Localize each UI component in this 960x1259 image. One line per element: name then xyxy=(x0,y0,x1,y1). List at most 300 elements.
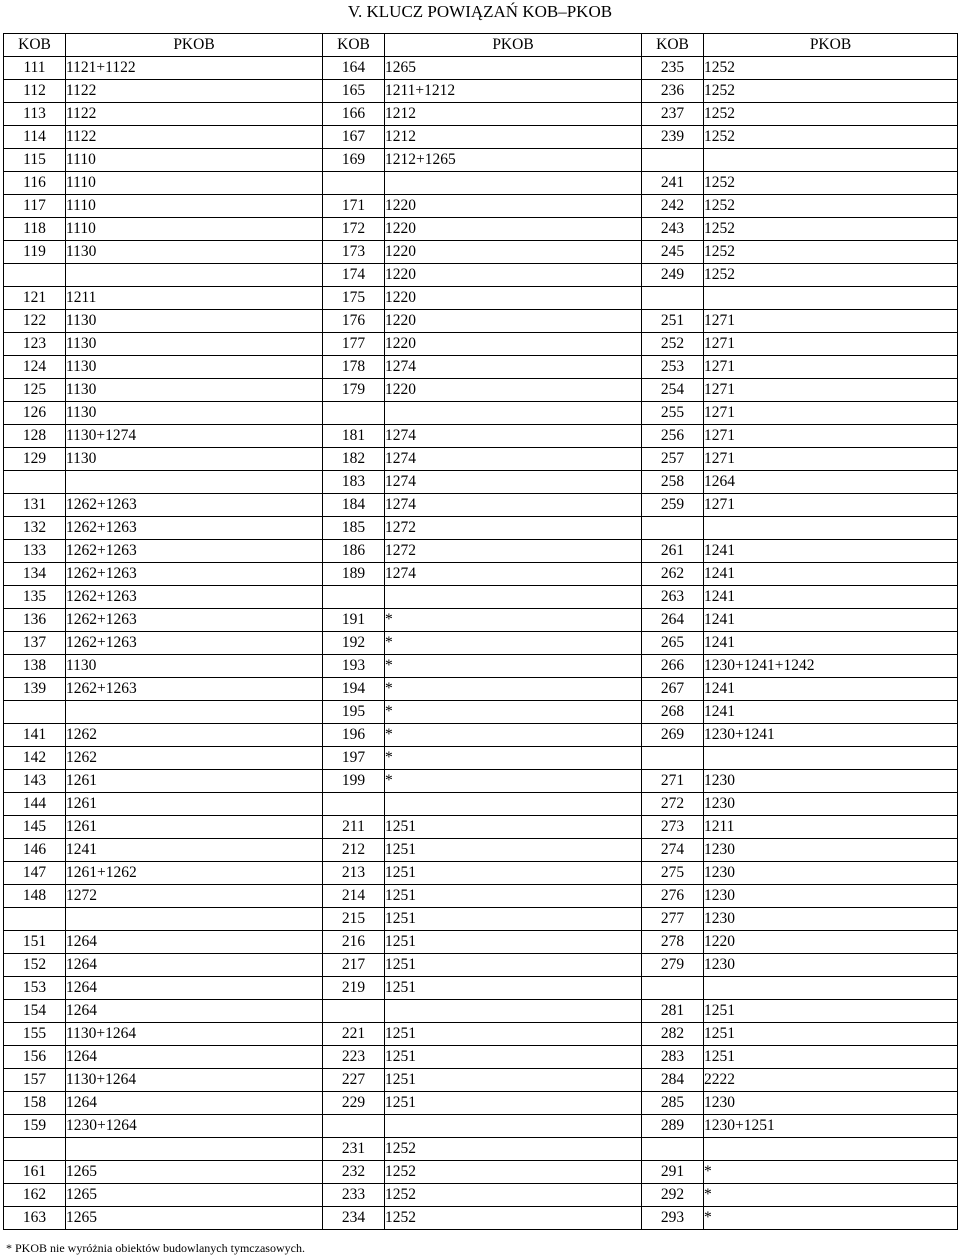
cell-kob-1: 122 xyxy=(4,310,66,333)
table-row xyxy=(4,678,958,701)
cell-kob-2: 195 xyxy=(323,701,385,724)
table-row xyxy=(4,471,958,494)
table-row xyxy=(4,80,958,103)
cell-pkob-1: 1264 xyxy=(66,1092,323,1115)
cell-kob-3: 259 xyxy=(642,494,704,517)
cell-kob-1: 146 xyxy=(4,839,66,862)
cell-kob-3: 283 xyxy=(642,1046,704,1069)
cell-pkob-1: 1130 xyxy=(66,310,323,333)
cell-pkob-1: 1262+1263 xyxy=(66,632,323,655)
cell-kob-1: 128 xyxy=(4,425,66,448)
cell-pkob-2 xyxy=(385,586,642,609)
cell-pkob-2: 1265 xyxy=(385,57,642,80)
cell-kob-2: 189 xyxy=(323,563,385,586)
cell-kob-2: 166 xyxy=(323,103,385,126)
cell-kob-1: 133 xyxy=(4,540,66,563)
table-row xyxy=(4,218,958,241)
cell-pkob-2: 1251 xyxy=(385,1092,642,1115)
cell-kob-2: 172 xyxy=(323,218,385,241)
cell-pkob-3: 1230 xyxy=(704,793,958,816)
cell-pkob-1 xyxy=(66,471,323,494)
cell-pkob-2: 1212+1265 xyxy=(385,149,642,172)
table-row xyxy=(4,448,958,471)
cell-pkob-3: 1271 xyxy=(704,356,958,379)
table-row xyxy=(4,1023,958,1046)
cell-kob-1: 137 xyxy=(4,632,66,655)
table-row xyxy=(4,701,958,724)
page-title: V. KLUCZ POWIĄZAŃ KOB–PKOB xyxy=(347,2,613,21)
cell-pkob-1: 1110 xyxy=(66,149,323,172)
table-row xyxy=(4,1138,958,1161)
cell-pkob-2: * xyxy=(385,747,642,770)
cell-pkob-2: 1274 xyxy=(385,494,642,517)
cell-kob-1: 158 xyxy=(4,1092,66,1115)
cell-kob-1: 155 xyxy=(4,1023,66,1046)
cell-pkob-3: 1252 xyxy=(704,172,958,195)
cell-kob-1: 135 xyxy=(4,586,66,609)
table-row xyxy=(4,195,958,218)
cell-kob-2: 199 xyxy=(323,770,385,793)
cell-kob-1: 145 xyxy=(4,816,66,839)
cell-kob-1: 159 xyxy=(4,1115,66,1138)
table-row xyxy=(4,931,958,954)
cell-kob-3: 253 xyxy=(642,356,704,379)
table-row xyxy=(4,724,958,747)
cell-kob-3: 257 xyxy=(642,448,704,471)
cell-pkob-3 xyxy=(704,517,958,540)
cell-pkob-1: 1262+1263 xyxy=(66,517,323,540)
cell-kob-2: 181 xyxy=(323,425,385,448)
cell-pkob-2: 1252 xyxy=(385,1161,642,1184)
cell-kob-2: 221 xyxy=(323,1023,385,1046)
table-row xyxy=(4,816,958,839)
table-header-row xyxy=(4,34,958,57)
cell-kob-3: 279 xyxy=(642,954,704,977)
cell-kob-3: 264 xyxy=(642,609,704,632)
table-row xyxy=(4,1184,958,1207)
cell-pkob-3: 1230+1251 xyxy=(704,1115,958,1138)
cell-kob-2: 219 xyxy=(323,977,385,1000)
cell-kob-3 xyxy=(642,287,704,310)
cell-pkob-1: 1272 xyxy=(66,885,323,908)
cell-pkob-1: 1265 xyxy=(66,1184,323,1207)
table-row xyxy=(4,57,958,80)
cell-pkob-1: 1122 xyxy=(66,103,323,126)
cell-kob-3: 292 xyxy=(642,1184,704,1207)
cell-pkob-2: 1251 xyxy=(385,839,642,862)
cell-pkob-2: 1274 xyxy=(385,356,642,379)
table-row xyxy=(4,425,958,448)
cell-pkob-2: 1252 xyxy=(385,1207,642,1230)
cell-kob-3: 243 xyxy=(642,218,704,241)
cell-pkob-1: 1262+1263 xyxy=(66,563,323,586)
cell-pkob-2: 1272 xyxy=(385,517,642,540)
cell-kob-1: 123 xyxy=(4,333,66,356)
table-row xyxy=(4,586,958,609)
cell-pkob-1: 1110 xyxy=(66,195,323,218)
cell-kob-1 xyxy=(4,1138,66,1161)
cell-pkob-2: 1274 xyxy=(385,471,642,494)
table-body xyxy=(4,57,958,1230)
cell-kob-1: 131 xyxy=(4,494,66,517)
table-row xyxy=(4,862,958,885)
cell-kob-3 xyxy=(642,747,704,770)
cell-pkob-3: 2222 xyxy=(704,1069,958,1092)
cell-kob-1: 143 xyxy=(4,770,66,793)
cell-pkob-1 xyxy=(66,264,323,287)
cell-kob-3: 293 xyxy=(642,1207,704,1230)
cell-kob-3: 267 xyxy=(642,678,704,701)
cell-pkob-2: 1220 xyxy=(385,287,642,310)
cell-kob-1: 138 xyxy=(4,655,66,678)
cell-kob-2: 186 xyxy=(323,540,385,563)
table-row xyxy=(4,954,958,977)
cell-kob-2: 193 xyxy=(323,655,385,678)
table-row xyxy=(4,1161,958,1184)
table-row xyxy=(4,1000,958,1023)
cell-pkob-1: 1130+1264 xyxy=(66,1069,323,1092)
cell-kob-3: 273 xyxy=(642,816,704,839)
cell-pkob-1: 1261 xyxy=(66,793,323,816)
cell-pkob-1: 1264 xyxy=(66,954,323,977)
table-row xyxy=(4,241,958,264)
cell-pkob-3: 1230+1241+1242 xyxy=(704,655,958,678)
cell-pkob-2: 1274 xyxy=(385,448,642,471)
cell-kob-2: 227 xyxy=(323,1069,385,1092)
cell-pkob-1: 1241 xyxy=(66,839,323,862)
header-pkob-1: PKOB xyxy=(66,34,323,57)
cell-pkob-2 xyxy=(385,1000,642,1023)
cell-pkob-2: 1251 xyxy=(385,954,642,977)
cell-kob-1: 115 xyxy=(4,149,66,172)
cell-pkob-1: 1230+1264 xyxy=(66,1115,323,1138)
cell-kob-1: 111 xyxy=(4,57,66,80)
table-row xyxy=(4,563,958,586)
cell-kob-3: 263 xyxy=(642,586,704,609)
table-row xyxy=(4,126,958,149)
cell-kob-3: 269 xyxy=(642,724,704,747)
table-row xyxy=(4,379,958,402)
cell-kob-3: 271 xyxy=(642,770,704,793)
cell-pkob-1: 1264 xyxy=(66,1000,323,1023)
cell-kob-3 xyxy=(642,1138,704,1161)
cell-pkob-3: 1271 xyxy=(704,448,958,471)
table-row xyxy=(4,540,958,563)
table-row xyxy=(4,356,958,379)
cell-kob-1: 124 xyxy=(4,356,66,379)
cell-pkob-3: 1252 xyxy=(704,80,958,103)
cell-kob-2: 183 xyxy=(323,471,385,494)
cell-kob-2: 176 xyxy=(323,310,385,333)
cell-kob-1: 142 xyxy=(4,747,66,770)
cell-pkob-1: 1262+1263 xyxy=(66,678,323,701)
cell-pkob-3: 1241 xyxy=(704,586,958,609)
cell-pkob-2: 1251 xyxy=(385,1069,642,1092)
cell-kob-2: 173 xyxy=(323,241,385,264)
cell-kob-2 xyxy=(323,793,385,816)
cell-kob-1 xyxy=(4,701,66,724)
cell-kob-3: 291 xyxy=(642,1161,704,1184)
cell-kob-2: 175 xyxy=(323,287,385,310)
cell-pkob-3: 1252 xyxy=(704,195,958,218)
cell-pkob-3: 1230+1241 xyxy=(704,724,958,747)
cell-pkob-1 xyxy=(66,908,323,931)
cell-kob-2: 167 xyxy=(323,126,385,149)
kob-pkob-table xyxy=(3,33,958,1230)
cell-kob-3: 265 xyxy=(642,632,704,655)
cell-kob-3: 268 xyxy=(642,701,704,724)
table-row xyxy=(4,287,958,310)
cell-kob-1: 136 xyxy=(4,609,66,632)
cell-kob-1: 121 xyxy=(4,287,66,310)
cell-pkob-3: 1271 xyxy=(704,494,958,517)
table-row xyxy=(4,149,958,172)
cell-pkob-2: * xyxy=(385,770,642,793)
cell-pkob-3 xyxy=(704,149,958,172)
cell-pkob-2: 1251 xyxy=(385,931,642,954)
cell-pkob-3: 1252 xyxy=(704,218,958,241)
cell-pkob-3 xyxy=(704,1138,958,1161)
cell-pkob-2: 1251 xyxy=(385,885,642,908)
cell-kob-2: 165 xyxy=(323,80,385,103)
cell-pkob-3: 1230 xyxy=(704,1092,958,1115)
cell-pkob-1: 1264 xyxy=(66,931,323,954)
cell-kob-2: 212 xyxy=(323,839,385,862)
cell-pkob-2: 1274 xyxy=(385,425,642,448)
cell-pkob-3: 1252 xyxy=(704,126,958,149)
cell-kob-3: 266 xyxy=(642,655,704,678)
table-row xyxy=(4,1046,958,1069)
cell-pkob-1: 1110 xyxy=(66,218,323,241)
cell-kob-2: 223 xyxy=(323,1046,385,1069)
cell-pkob-1: 1110 xyxy=(66,172,323,195)
cell-pkob-2: 1220 xyxy=(385,310,642,333)
cell-kob-3 xyxy=(642,149,704,172)
cell-kob-3: 262 xyxy=(642,563,704,586)
cell-pkob-1: 1130 xyxy=(66,356,323,379)
cell-kob-1 xyxy=(4,471,66,494)
cell-pkob-1: 1130 xyxy=(66,333,323,356)
cell-kob-2: 234 xyxy=(323,1207,385,1230)
cell-kob-3: 252 xyxy=(642,333,704,356)
cell-pkob-3: 1252 xyxy=(704,103,958,126)
header-kob-1: KOB xyxy=(4,34,66,57)
cell-pkob-1: 1261 xyxy=(66,816,323,839)
cell-pkob-1: 1211 xyxy=(66,287,323,310)
cell-pkob-2: 1251 xyxy=(385,816,642,839)
cell-kob-3: 235 xyxy=(642,57,704,80)
cell-kob-2: 217 xyxy=(323,954,385,977)
cell-pkob-2: 1211+1212 xyxy=(385,80,642,103)
table-row xyxy=(4,632,958,655)
cell-kob-3: 239 xyxy=(642,126,704,149)
cell-kob-1: 126 xyxy=(4,402,66,425)
cell-pkob-2: * xyxy=(385,724,642,747)
cell-kob-1: 119 xyxy=(4,241,66,264)
cell-pkob-2 xyxy=(385,172,642,195)
cell-pkob-3: 1230 xyxy=(704,770,958,793)
cell-pkob-1: 1265 xyxy=(66,1207,323,1230)
cell-pkob-3 xyxy=(704,287,958,310)
cell-pkob-1: 1262 xyxy=(66,747,323,770)
cell-pkob-3 xyxy=(704,747,958,770)
cell-pkob-1: 1264 xyxy=(66,1046,323,1069)
cell-kob-2: 171 xyxy=(323,195,385,218)
cell-kob-3: 276 xyxy=(642,885,704,908)
cell-pkob-3: 1271 xyxy=(704,402,958,425)
cell-pkob-2: 1212 xyxy=(385,103,642,126)
cell-pkob-1: 1262+1263 xyxy=(66,609,323,632)
cell-pkob-2: 1251 xyxy=(385,977,642,1000)
table-row xyxy=(4,1115,958,1138)
cell-pkob-2: 1220 xyxy=(385,264,642,287)
cell-kob-2: 174 xyxy=(323,264,385,287)
header-kob-2: KOB xyxy=(323,34,385,57)
cell-kob-1: 161 xyxy=(4,1161,66,1184)
cell-kob-3: 245 xyxy=(642,241,704,264)
cell-kob-1: 152 xyxy=(4,954,66,977)
cell-kob-3 xyxy=(642,517,704,540)
cell-pkob-1: 1130 xyxy=(66,379,323,402)
cell-pkob-3 xyxy=(704,977,958,1000)
cell-kob-2: 196 xyxy=(323,724,385,747)
cell-kob-1 xyxy=(4,908,66,931)
cell-kob-2: 197 xyxy=(323,747,385,770)
cell-pkob-1: 1262+1263 xyxy=(66,586,323,609)
cell-pkob-1: 1261 xyxy=(66,770,323,793)
cell-kob-2: 213 xyxy=(323,862,385,885)
cell-pkob-2: 1212 xyxy=(385,126,642,149)
cell-kob-1: 151 xyxy=(4,931,66,954)
cell-kob-2: 229 xyxy=(323,1092,385,1115)
cell-pkob-2: 1220 xyxy=(385,218,642,241)
table-row xyxy=(4,1207,958,1230)
cell-pkob-1 xyxy=(66,701,323,724)
cell-pkob-3: * xyxy=(704,1207,958,1230)
cell-pkob-3: * xyxy=(704,1161,958,1184)
cell-kob-1: 144 xyxy=(4,793,66,816)
cell-kob-1: 112 xyxy=(4,80,66,103)
table-row xyxy=(4,793,958,816)
cell-pkob-2: * xyxy=(385,701,642,724)
cell-pkob-3: 1241 xyxy=(704,609,958,632)
cell-pkob-3: 1271 xyxy=(704,425,958,448)
cell-kob-3: 251 xyxy=(642,310,704,333)
cell-pkob-3: 1264 xyxy=(704,471,958,494)
cell-kob-1: 141 xyxy=(4,724,66,747)
cell-kob-2: 191 xyxy=(323,609,385,632)
cell-kob-3: 237 xyxy=(642,103,704,126)
cell-pkob-1: 1130 xyxy=(66,655,323,678)
table-row xyxy=(4,1069,958,1092)
table-row xyxy=(4,310,958,333)
cell-kob-3: 249 xyxy=(642,264,704,287)
cell-pkob-2: * xyxy=(385,678,642,701)
cell-kob-2: 233 xyxy=(323,1184,385,1207)
table-row xyxy=(4,977,958,1000)
cell-pkob-3: 1251 xyxy=(704,1023,958,1046)
cell-kob-3: 289 xyxy=(642,1115,704,1138)
cell-pkob-1: 1130 xyxy=(66,402,323,425)
cell-pkob-3: 1251 xyxy=(704,1000,958,1023)
cell-kob-1: 125 xyxy=(4,379,66,402)
cell-pkob-3: 1241 xyxy=(704,678,958,701)
cell-kob-1: 118 xyxy=(4,218,66,241)
cell-pkob-3: 1230 xyxy=(704,862,958,885)
header-pkob-2: PKOB xyxy=(385,34,642,57)
cell-kob-1: 116 xyxy=(4,172,66,195)
cell-pkob-3: 1241 xyxy=(704,540,958,563)
cell-pkob-1: 1130 xyxy=(66,241,323,264)
cell-pkob-2: 1220 xyxy=(385,195,642,218)
cell-pkob-1: 1130 xyxy=(66,448,323,471)
cell-pkob-2 xyxy=(385,1115,642,1138)
table-row xyxy=(4,333,958,356)
cell-pkob-2: 1251 xyxy=(385,862,642,885)
cell-pkob-1: 1121+1122 xyxy=(66,57,323,80)
cell-pkob-1: 1130+1274 xyxy=(66,425,323,448)
cell-kob-2: 214 xyxy=(323,885,385,908)
cell-kob-3: 277 xyxy=(642,908,704,931)
cell-kob-3: 255 xyxy=(642,402,704,425)
cell-kob-3: 282 xyxy=(642,1023,704,1046)
cell-kob-2: 232 xyxy=(323,1161,385,1184)
cell-pkob-2: 1274 xyxy=(385,563,642,586)
cell-pkob-3: 1230 xyxy=(704,908,958,931)
cell-pkob-3: 1271 xyxy=(704,310,958,333)
cell-kob-2: 184 xyxy=(323,494,385,517)
cell-pkob-3: 1241 xyxy=(704,563,958,586)
cell-pkob-3: 1211 xyxy=(704,816,958,839)
cell-kob-1: 147 xyxy=(4,862,66,885)
cell-kob-1: 163 xyxy=(4,1207,66,1230)
cell-pkob-3: 1252 xyxy=(704,241,958,264)
header-pkob-3: PKOB xyxy=(704,34,958,57)
cell-pkob-2: 1220 xyxy=(385,241,642,264)
cell-pkob-3: 1241 xyxy=(704,632,958,655)
cell-kob-2: 231 xyxy=(323,1138,385,1161)
cell-pkob-3: 1252 xyxy=(704,264,958,287)
cell-kob-3: 272 xyxy=(642,793,704,816)
cell-kob-2: 194 xyxy=(323,678,385,701)
cell-kob-1: 156 xyxy=(4,1046,66,1069)
cell-pkob-1: 1265 xyxy=(66,1161,323,1184)
cell-pkob-1: 1262+1263 xyxy=(66,540,323,563)
cell-kob-2 xyxy=(323,402,385,425)
cell-pkob-2: 1220 xyxy=(385,333,642,356)
cell-kob-1: 148 xyxy=(4,885,66,908)
cell-pkob-1: 1261+1262 xyxy=(66,862,323,885)
table-row xyxy=(4,264,958,287)
table-row xyxy=(4,609,958,632)
cell-pkob-2: * xyxy=(385,609,642,632)
table-row xyxy=(4,655,958,678)
cell-kob-3: 284 xyxy=(642,1069,704,1092)
table-row xyxy=(4,770,958,793)
cell-pkob-3: 1230 xyxy=(704,954,958,977)
table-row xyxy=(4,494,958,517)
table-row xyxy=(4,172,958,195)
footnote: * PKOB nie wyróżnia obiektów budowlanych tymczasowych. xyxy=(6,1241,305,1255)
cell-kob-1 xyxy=(4,264,66,287)
cell-pkob-3: 1230 xyxy=(704,839,958,862)
header-kob-3: KOB xyxy=(642,34,704,57)
cell-kob-3: 241 xyxy=(642,172,704,195)
cell-kob-3: 236 xyxy=(642,80,704,103)
table-row xyxy=(4,1092,958,1115)
cell-pkob-2 xyxy=(385,402,642,425)
table-row xyxy=(4,402,958,425)
